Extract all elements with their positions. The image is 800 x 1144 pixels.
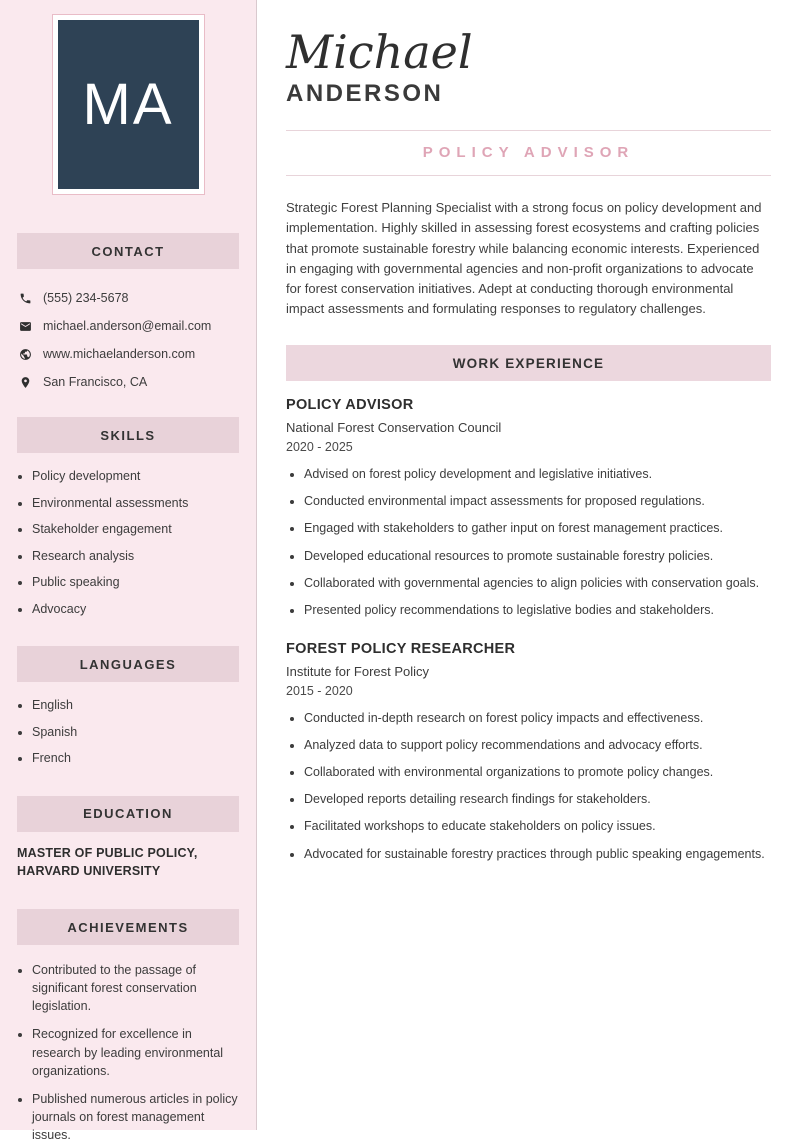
skill-item: • Advocacy xyxy=(32,601,239,619)
languages-section-header xyxy=(17,646,239,682)
language-item: • Spanish xyxy=(32,724,239,742)
job-role: POLICY ADVISOR xyxy=(286,397,414,414)
work-experience-title: WORK EXPERIENCE xyxy=(452,355,605,371)
phone-icon xyxy=(19,292,32,305)
language-item: • English xyxy=(32,697,239,715)
job-dates: 2020 - 2025 xyxy=(286,440,353,455)
job-dates: 2015 - 2020 xyxy=(286,683,353,698)
contact-email: michael.anderson@email.com xyxy=(43,319,212,333)
job-bullet: • Engaged with stakeholders to gather input on forest management practices. xyxy=(304,519,771,537)
job-bullet: • Presented policy recommendations to legislative bodies and stakeholders. xyxy=(304,601,771,619)
achievement-item: • Recognized for excellence in research by leading environmental organizations. xyxy=(32,1025,239,1079)
job-bullet: • Developed reports detailing research findings for stakeholders. xyxy=(304,790,771,808)
contact-row-location xyxy=(19,375,239,389)
main-content xyxy=(257,0,800,1130)
location-icon xyxy=(19,376,32,389)
work-experience-header xyxy=(286,345,771,381)
achievement-item: • Published numerous articles in policy journals on forest management issues. xyxy=(32,1090,239,1144)
job-bullets xyxy=(286,709,771,863)
job-bullet: • Conducted environmental impact assessments for proposed regulations. xyxy=(304,492,771,510)
job-company: National Forest Conservation Council xyxy=(286,420,502,436)
email-icon xyxy=(19,320,32,333)
profile-initials: MA xyxy=(82,72,174,137)
job-bullet: • Collaborated with governmental agencies to align policies with conservation goals. xyxy=(304,574,771,592)
skills-list xyxy=(0,453,256,618)
job-role: FOREST POLICY RESEARCHER xyxy=(286,640,516,657)
skills-section-header xyxy=(17,417,239,453)
first-name: Michael xyxy=(286,25,473,79)
contact-section-title: CONTACT xyxy=(91,243,165,259)
contact-row-website xyxy=(19,347,239,361)
job-company: Institute for Forest Policy xyxy=(286,663,430,679)
language-item: • French xyxy=(32,750,239,768)
last-name: ANDERSON xyxy=(286,80,444,108)
contact-phone: (555) 234-5678 xyxy=(43,291,129,305)
contact-location: San Francisco, CA xyxy=(43,375,148,389)
skill-item: • Public speaking xyxy=(32,574,239,592)
job-bullet: • Facilitated workshops to educate stakeholders on policy issues. xyxy=(304,817,771,835)
skill-item: • Stakeholder engagement xyxy=(32,521,239,539)
achievements-section-title: ACHIEVEMENTS xyxy=(67,919,189,935)
skill-item: • Research analysis xyxy=(32,548,239,566)
job-bullet: • Advocated for sustainable forestry practices through public speaking engagements. xyxy=(304,845,771,863)
contact-website: www.michaelanderson.com xyxy=(43,347,196,361)
achievement-item: • Contributed to the passage of significant forest conservation legislation. xyxy=(32,961,239,1015)
job-bullet: • Conducted in-depth research on forest policy impacts and effectiveness. xyxy=(304,709,771,727)
sidebar xyxy=(0,0,257,1142)
contact-row-phone xyxy=(19,291,239,305)
skills-section-title: SKILLS xyxy=(100,427,156,443)
education-section-header xyxy=(17,796,239,832)
job-entry-policy-advisor xyxy=(286,397,771,619)
job-bullet: • Advised on forest policy development and legislative initiatives. xyxy=(304,465,771,483)
job-title: POLICY ADVISOR xyxy=(422,144,635,162)
job-bullets xyxy=(286,465,771,619)
skill-item: • Environmental assessments xyxy=(32,495,239,513)
job-bullet: • Collaborated with environmental organizations to promote policy changes. xyxy=(304,763,771,781)
job-title-block xyxy=(286,130,771,176)
profile-photo-frame xyxy=(52,14,205,195)
job-bullet: • Developed educational resources to promote sustainable forestry policies. xyxy=(304,547,771,565)
achievements-section-header xyxy=(17,909,239,945)
achievements-list xyxy=(0,945,256,1144)
contact-list xyxy=(0,269,256,389)
job-bullet: • Analyzed data to support policy recommendations and advocacy efforts. xyxy=(304,736,771,754)
education-degree: MASTER OF PUBLIC POLICY, HARVARD UNIVERSITY xyxy=(17,845,198,879)
education-section-title: EDUCATION xyxy=(83,806,173,821)
languages-list xyxy=(0,682,256,768)
languages-section-title: LANGUAGES xyxy=(79,656,177,672)
professional-summary: Strategic Forest Planning Specialist with a strong focus on policy development and implementation. Highly skilled in assessing forest ecosystems and crafting policies that promote sustainable forestry while balancing economic interests. Experienced in engaging with governmental agencies and non-profit organizations to advocate for forest conservation initiatives. Adept at conducting thorough environmental impact assessments and formulating responses to regulatory challenges. xyxy=(286,200,762,316)
job-entry-forest-policy-researcher xyxy=(286,641,771,863)
contact-row-email xyxy=(19,319,239,333)
skill-item: • Policy development xyxy=(32,468,239,486)
contact-section-header xyxy=(17,233,239,269)
globe-icon xyxy=(19,348,32,361)
profile-initials-avatar xyxy=(58,20,199,189)
